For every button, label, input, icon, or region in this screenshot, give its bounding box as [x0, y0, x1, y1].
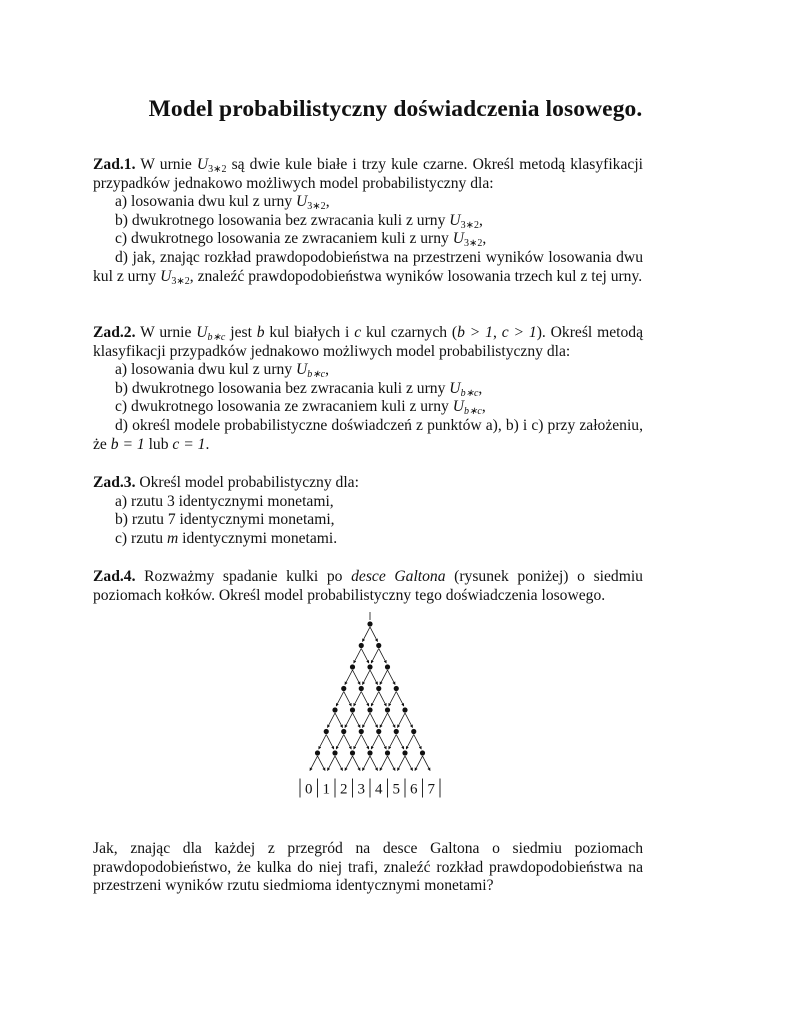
galton-path-arrow [327, 713, 335, 728]
comma: , [478, 379, 483, 397]
urn-symbol: U [452, 230, 465, 248]
period: . [205, 435, 210, 453]
galton-path-arrow [336, 735, 344, 750]
problem-2-item-a [93, 361, 643, 380]
problem-4-label: Zad.4. [93, 568, 136, 585]
problem-3-intro-text: Określ model probabilistyczny dla: [139, 474, 359, 491]
galton-path-arrow [345, 670, 353, 685]
urn-subscript: b∗c [464, 406, 482, 418]
galton-peg [385, 707, 390, 712]
galton-bin-label: 5 [392, 781, 400, 798]
galton-peg [376, 686, 381, 691]
var-c: c [354, 324, 362, 341]
page-title: Model probabilistyczny doświadczenia losowego. [148, 96, 643, 122]
urn-symbol: U [449, 211, 461, 229]
problem-1-item-d-text-2: , znaleźć prawdopodobieństwa wyników losowania trzech kul z tej urny. [189, 267, 643, 285]
galton-path-arrow [327, 756, 335, 771]
galton-board-figure [270, 612, 470, 807]
galton-peg [359, 643, 364, 648]
problem-1-item-b [93, 212, 643, 231]
problem-2-intro-text-5: ). Określ metodą klasyfikacji przypadków jednakowo możliwych model probabilistyczny dla: [93, 324, 643, 360]
problem-1-item-d [93, 249, 643, 286]
comma: , [325, 361, 330, 379]
condition-c: c > 1 [501, 324, 537, 341]
galton-path-arrow [362, 713, 370, 728]
problem-4-text [93, 568, 643, 605]
problem-4 [93, 568, 643, 605]
urn-symbol: U [160, 267, 172, 285]
galton-peg [376, 643, 381, 648]
galton-path-arrow [388, 713, 396, 728]
problem-1-intro-text-1: W urnie [140, 156, 197, 173]
condition-separator: , [492, 324, 502, 341]
problem-2-item-b-text: b) dwukrotnego losowania bez zwracania kuli z urny [115, 379, 450, 397]
galton-path-arrow [423, 756, 431, 771]
galton-path-arrow [414, 735, 422, 750]
galton-bin-label: 2 [340, 781, 348, 798]
problem-2-intro-text-1: W urnie [140, 324, 197, 341]
galton-path-arrow [354, 692, 362, 707]
galton-peg [341, 729, 346, 734]
urn-subscript: 3∗2 [307, 201, 326, 213]
galton-peg [367, 750, 372, 755]
comma: , [478, 211, 483, 229]
galton-path-arrow [380, 670, 388, 685]
problem-2-item-d-text-1: d) określ modele probabilistyczne doświadczeń z punktów a), b) i c) przy założeniu, że [93, 416, 643, 453]
urn-subscript: 3∗2 [171, 275, 190, 287]
var-m: m [166, 529, 179, 547]
galton-path-arrow [371, 735, 379, 750]
galton-path-arrow [335, 756, 343, 771]
problem-2-item-a-text: a) losowania dwu kul z urny [115, 361, 297, 379]
urn-symbol: U [296, 361, 308, 379]
problem-3-item-b: b) rzutu 7 identycznymi monetami, [115, 511, 335, 529]
galton-path-arrow [388, 670, 396, 685]
galton-bin-label: 1 [322, 781, 330, 798]
urn-symbol: U [449, 379, 461, 397]
galton-path-arrow [406, 735, 414, 750]
problem-1-item-d-text-1: d) jak, znając rozkład prawdopodobieństwa na przestrzeni wyników losowania dwu kul z urny [93, 248, 643, 285]
galton-peg [341, 686, 346, 691]
equation-b-1: b = 1 [110, 435, 145, 453]
galton-path-arrow [370, 670, 378, 685]
galton-peg [367, 664, 372, 669]
galton-peg [350, 707, 355, 712]
galton-path-arrow [362, 670, 370, 685]
galton-path-arrow [344, 692, 352, 707]
urn-subscript: 3∗2 [208, 164, 227, 175]
problem-1-item-c-text: c) dwukrotnego losowania ze zwracaniem kuli z urny [115, 230, 453, 248]
galton-peg [324, 729, 329, 734]
galton-path-arrow [415, 756, 423, 771]
galton-path-arrow [336, 692, 344, 707]
problem-4-text-1: Rozważmy spadanie kulki po [144, 568, 352, 585]
galton-path-arrow [353, 713, 361, 728]
urn-subscript: b∗c [460, 387, 479, 399]
galton-path-arrow [379, 692, 387, 707]
galton-path-arrow [345, 713, 353, 728]
galton-peg [350, 750, 355, 755]
galton-path-arrow [370, 713, 378, 728]
galton-path-arrow [379, 649, 387, 664]
urn-symbol: U [196, 156, 209, 173]
galton-path-arrow [396, 735, 404, 750]
galton-path-arrow [405, 756, 413, 771]
galton-board-term: desce Galtona [351, 568, 446, 585]
galton-peg [385, 664, 390, 669]
galton-peg [332, 750, 337, 755]
problem-1-item-a-text: a) losowania dwu kul z urny [115, 193, 297, 211]
galton-bin-label: 3 [357, 781, 365, 798]
galton-path-arrow [354, 649, 362, 664]
galton-peg [367, 621, 372, 626]
galton-path-arrow [371, 692, 379, 707]
problem-2-intro [93, 324, 643, 361]
problem-2-label: Zad.2. [93, 324, 136, 341]
galton-path-arrow [362, 627, 370, 642]
galton-path-arrow [371, 649, 379, 664]
galton-path-arrow [326, 735, 334, 750]
galton-peg [350, 664, 355, 669]
galton-path-arrow [335, 713, 343, 728]
galton-peg [394, 686, 399, 691]
galton-path-arrow [318, 756, 326, 771]
galton-peg [332, 707, 337, 712]
or-text: lub [144, 435, 173, 453]
galton-path-arrow [396, 692, 404, 707]
galton-bin-label: 4 [375, 781, 383, 798]
galton-path-arrow [345, 756, 353, 771]
problem-2-item-c [93, 398, 643, 417]
galton-path-arrow [405, 713, 413, 728]
problem-2-intro-text-2: jest [225, 324, 257, 341]
problem-1-label: Zad.1. [93, 156, 136, 173]
galton-peg [394, 729, 399, 734]
urn-subscript: b∗c [307, 369, 326, 381]
problem-2 [93, 324, 643, 454]
galton-path-arrow [344, 735, 352, 750]
final-question-text: Jak, znając dla każdej z przegród na desce Galtona o siedmiu poziomach prawdopodobieństwo, że kulka do niej trafi, znaleźć rozkład prawdopodobieństwa na przestrzeni wyników rzutu siedmioma identycznymi monetami? [93, 840, 643, 895]
galton-path-arrow [379, 735, 387, 750]
galton-path-arrow [361, 735, 369, 750]
problem-1-item-b-text: b) dwukrotnego losowania bez zwracania kuli z urny [115, 211, 450, 229]
problem-4-text-2: (rysunek poniżej) o siedmiu poziomach kołków. Określ model probabilistyczny tego doświadczenia losowego. [93, 568, 643, 604]
problem-1-intro [93, 156, 643, 193]
galton-bin-label: 0 [305, 781, 313, 798]
galton-peg [359, 729, 364, 734]
galton-bins [300, 779, 440, 798]
urn-symbol: U [452, 398, 465, 416]
galton-peg [315, 750, 320, 755]
var-b: b [256, 324, 265, 341]
problem-3-label: Zad.3. [93, 474, 136, 491]
galton-peg [359, 686, 364, 691]
galton-path-arrow [389, 692, 397, 707]
galton-path-arrow [353, 756, 361, 771]
problem-2-intro-text-3: kul białych i [264, 324, 355, 341]
galton-peg [385, 750, 390, 755]
galton-bin-label: 6 [410, 781, 418, 798]
problem-1 [93, 156, 643, 286]
galton-path-arrow [397, 756, 405, 771]
equation-c-1: c = 1 [172, 435, 206, 453]
galton-peg [402, 707, 407, 712]
galton-path-arrow [319, 735, 327, 750]
problem-1-item-c [93, 230, 643, 249]
problem-3-item-c-text-2: identycznymi monetami. [178, 529, 338, 547]
galton-peg [411, 729, 416, 734]
galton-path-arrow [380, 713, 388, 728]
problem-2-item-b [93, 380, 643, 399]
problem-2-item-c-text: c) dwukrotnego losowania ze zwracaniem kuli z urny [115, 398, 453, 416]
problem-1-intro-text-2: są dwie kule białe i trzy kule czarne. Określ metodą klasyfikacji przypadków jednakowo możliwych model probabilistyczny dla: [93, 156, 643, 192]
problem-3-item-a: a) rzutu 3 identycznymi monetami, [115, 492, 334, 510]
comma: , [482, 230, 487, 248]
comma: , [325, 193, 330, 211]
galton-pegs [310, 612, 430, 771]
galton-path-arrow [370, 627, 378, 642]
galton-path-arrow [361, 649, 369, 664]
problem-1-item-a [93, 193, 643, 212]
galton-path-arrow [389, 735, 397, 750]
condition-b: b > 1 [457, 324, 493, 341]
galton-peg [376, 729, 381, 734]
problem-3 [93, 474, 643, 548]
galton-path-arrow [380, 756, 388, 771]
galton-path-arrow [361, 692, 369, 707]
problem-3-item-c [93, 530, 643, 549]
galton-peg [402, 750, 407, 755]
galton-path-arrow [397, 713, 405, 728]
galton-bin-label: 7 [427, 781, 435, 798]
galton-path-arrow [310, 756, 318, 771]
urn-subscript: b∗c [207, 332, 226, 343]
galton-peg [420, 750, 425, 755]
galton-path-arrow [388, 756, 396, 771]
galton-peg [367, 707, 372, 712]
galton-path-arrow [370, 756, 378, 771]
urn-subscript: 3∗2 [464, 238, 483, 250]
problem-3-item-c-text-1: c) rzutu [115, 529, 167, 547]
final-question [93, 840, 643, 896]
urn-symbol: U [296, 193, 308, 211]
urn-subscript: 3∗2 [460, 219, 479, 231]
comma: , [481, 398, 486, 416]
galton-path-arrow [362, 756, 370, 771]
galton-path-arrow [354, 735, 362, 750]
galton-path-arrow [353, 670, 361, 685]
problem-3-intro [93, 474, 643, 493]
problem-2-item-d [93, 417, 643, 454]
urn-symbol: U [196, 324, 208, 341]
problem-2-intro-text-4: kul czarnych ( [361, 324, 458, 341]
